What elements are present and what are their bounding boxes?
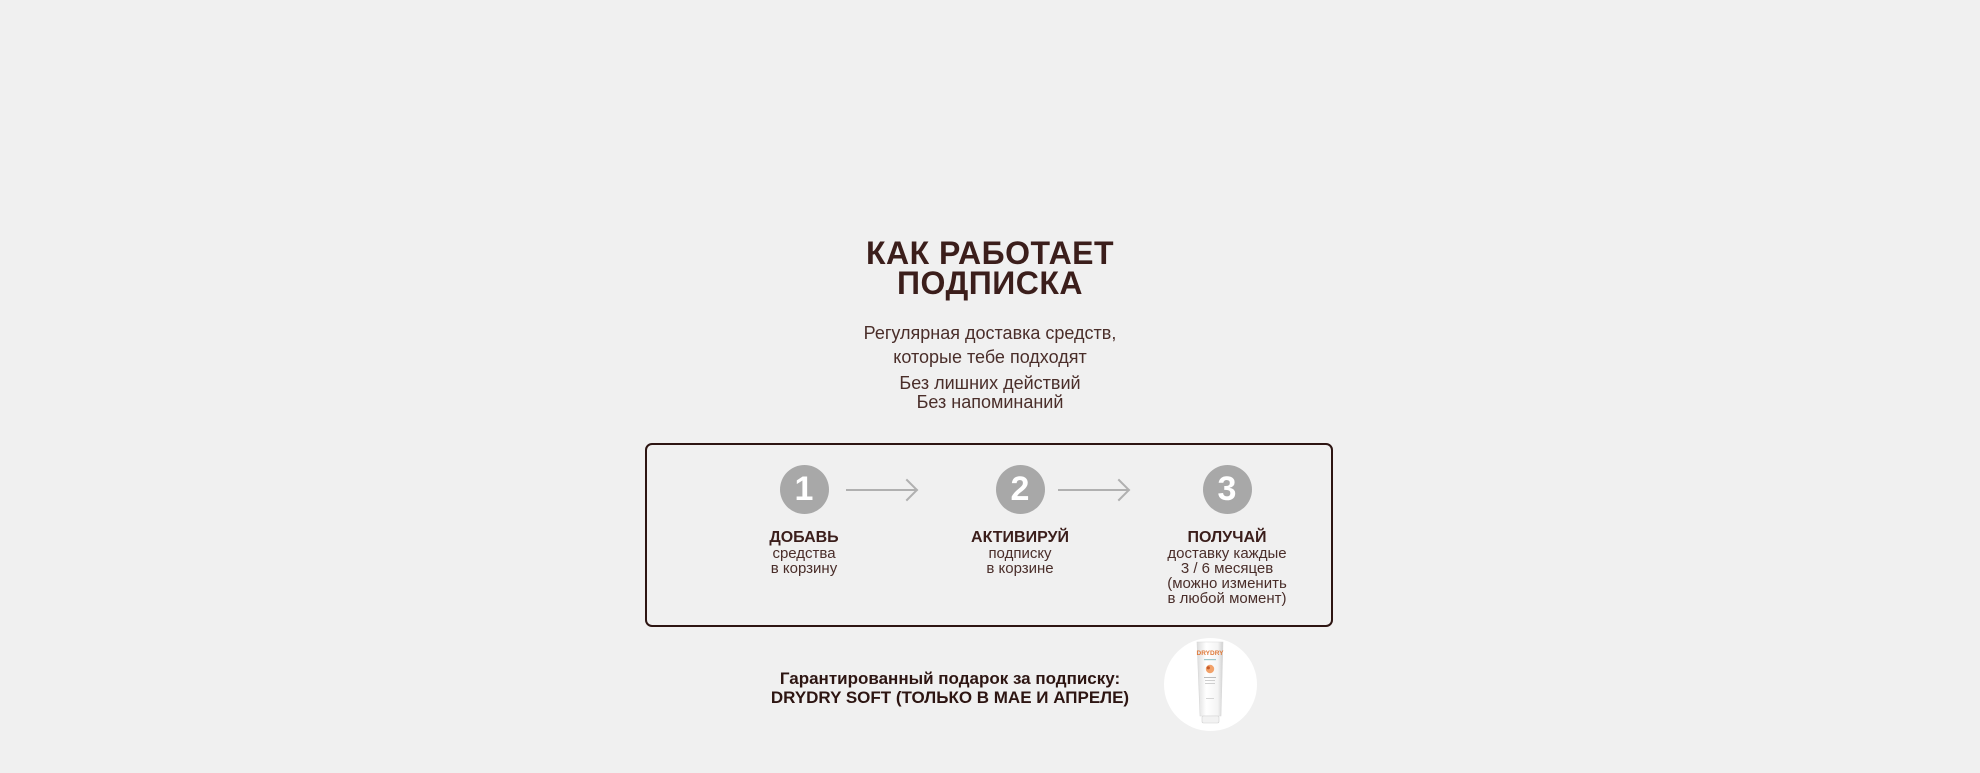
step-number-badge: 2 (996, 465, 1045, 514)
subtitle-line2: которые тебе подходят (893, 347, 1087, 367)
step-description-line: подписку (988, 545, 1052, 562)
step-number-badge: 1 (780, 465, 829, 514)
step-description-line: в корзине (986, 560, 1054, 577)
step-description (930, 546, 1110, 576)
step-number-badge: 3 (1203, 465, 1252, 514)
section-title (690, 235, 1290, 301)
product-tube-icon (1164, 638, 1257, 731)
step-description-line: доставку каждые (1167, 545, 1287, 562)
step-title: ПОЛУЧАЙ (1187, 529, 1267, 546)
subtitle-line1: Регулярная доставка средств, (863, 323, 1117, 343)
arrow-right-icon (1058, 489, 1128, 491)
section-subtitle (690, 321, 1290, 369)
gift-text-line1: Гарантированный подарок за подписку: (779, 669, 1121, 688)
step-add (714, 465, 894, 576)
steps-box (645, 443, 1333, 627)
step-title: АКТИВИРУЙ (971, 529, 1069, 546)
step-description-line: (можно изменить (1167, 575, 1287, 592)
step-description-line: в корзину (770, 560, 838, 577)
note-line2: Без напоминаний (916, 392, 1064, 412)
step-title: ДОБАВЬ (769, 529, 839, 546)
gift-product-image (1164, 638, 1257, 731)
section-title-line2: ПОДПИСКА (896, 265, 1083, 301)
svg-text:DRYDRY: DRYDRY (1196, 650, 1224, 657)
step-description-line: 3 / 6 месяцев (1180, 560, 1274, 577)
step-activate (930, 465, 1110, 576)
note-line1: Без лишних действий (899, 373, 1081, 393)
step-description (714, 546, 894, 576)
section-title-line1: КАК РАБОТАЕТ (865, 235, 1115, 271)
step-description (1137, 546, 1317, 606)
gift-text (740, 669, 1160, 707)
step-receive (1137, 465, 1317, 606)
step-description-line: в любой момент) (1167, 590, 1287, 607)
section-note (690, 374, 1290, 412)
step-description-line: средства (772, 545, 836, 562)
arrow-right-icon (846, 489, 916, 491)
gift-text-line2: DRYDRY SOFT (ТОЛЬКО В МАЕ И АПРЕЛЕ) (770, 688, 1130, 707)
